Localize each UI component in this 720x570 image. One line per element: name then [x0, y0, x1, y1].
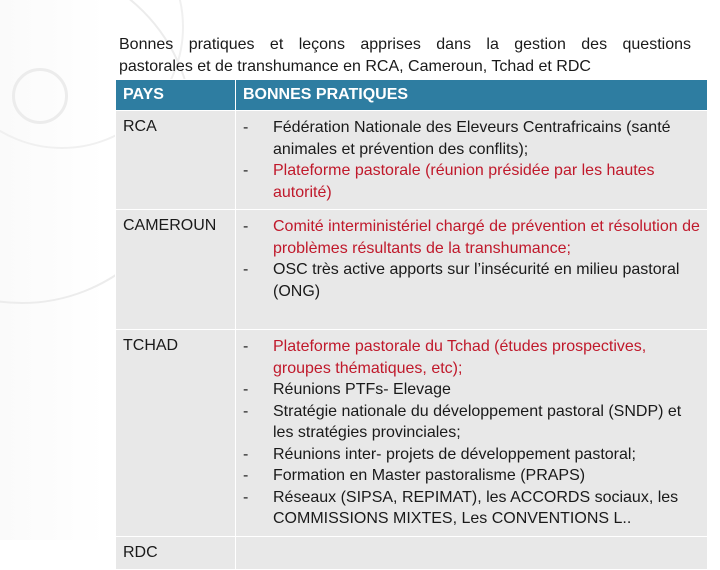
- list-item: [243, 379, 703, 401]
- list-item: [243, 444, 703, 466]
- practice-text: OSC très active apports sur l’insécurité en milieu pastoral (ONG): [273, 261, 680, 300]
- list-item: [243, 117, 703, 160]
- practice-text: Plateforme pastorale du Tchad (études prospectives, groupes thématiques, etc);: [273, 338, 647, 377]
- country-cell: RDC: [116, 536, 236, 570]
- practices-table: [115, 79, 708, 570]
- header-pays: PAYS: [116, 80, 236, 111]
- slide-title: [119, 34, 691, 78]
- practice-text: Réunions PTFs- Elevage: [273, 381, 451, 398]
- practices-cell: [236, 536, 708, 570]
- practices-list: [243, 117, 703, 203]
- dash-bullet: -: [243, 261, 249, 278]
- dash-bullet: -: [243, 445, 249, 463]
- country-cell: TCHAD: [116, 330, 236, 537]
- dash-bullet: -: [243, 338, 249, 355]
- dash-bullet: -: [243, 162, 249, 179]
- country-cell: CAMEROUN: [116, 210, 236, 330]
- table-row: [116, 210, 708, 330]
- practices-list: [243, 216, 703, 302]
- country-cell: RCA: [116, 111, 236, 210]
- dash-bullet: -: [243, 381, 249, 398]
- list-item: [243, 465, 703, 487]
- list-item: [243, 160, 703, 203]
- table-header-row: [116, 80, 708, 111]
- title-line-2: pastorales et de transhumance en RCA, Cameroun, Tchad et RDC: [119, 58, 591, 75]
- dash-bullet: -: [243, 467, 249, 484]
- practices-cell: [236, 210, 708, 330]
- practice-text: Réseaux (SIPSA, REPIMAT), les ACCORDS sociaux, les COMMISSIONS MIXTES, Les CONVENTIONS L..: [273, 488, 679, 527]
- list-item: [243, 216, 703, 259]
- practices-cell: [236, 111, 708, 210]
- practice-text: Réunions inter- projets de développement pastoral;: [273, 445, 636, 463]
- table-row: [116, 330, 708, 537]
- dash-bullet: -: [243, 488, 249, 506]
- practice-text: Formation en Master pastoralisme (PRAPS): [273, 467, 586, 484]
- list-item: [243, 259, 703, 302]
- practice-text: Plateforme pastorale (réunion présidée par les hautes autorité): [273, 162, 655, 201]
- practices-list: [243, 336, 703, 530]
- decorative-ring: [12, 68, 68, 124]
- practices-cell: [236, 330, 708, 537]
- dash-bullet: -: [243, 119, 249, 136]
- list-item: [243, 401, 703, 444]
- list-item: [243, 487, 703, 530]
- list-item: [243, 336, 703, 379]
- practice-text: Stratégie nationale du développement pastoral (SNDP) et les stratégies provinciales;: [273, 402, 682, 441]
- dash-bullet: -: [243, 218, 249, 235]
- dash-bullet: -: [243, 402, 249, 420]
- practice-text: Comité interministériel chargé de prévention et résolution de problèmes résultants de la transhumance;: [273, 218, 700, 257]
- practice-text: Fédération Nationale des Eleveurs Centrafricains (santé animales et prévention des conflits);: [273, 119, 671, 158]
- background-band: [0, 0, 106, 540]
- table-row: [116, 536, 708, 570]
- header-bonnes-pratiques: BONNES PRATIQUES: [236, 80, 708, 111]
- title-line-1: Bonnes pratiques et leçons apprises dans la gestion des questions: [119, 36, 691, 53]
- table-row: [116, 111, 708, 210]
